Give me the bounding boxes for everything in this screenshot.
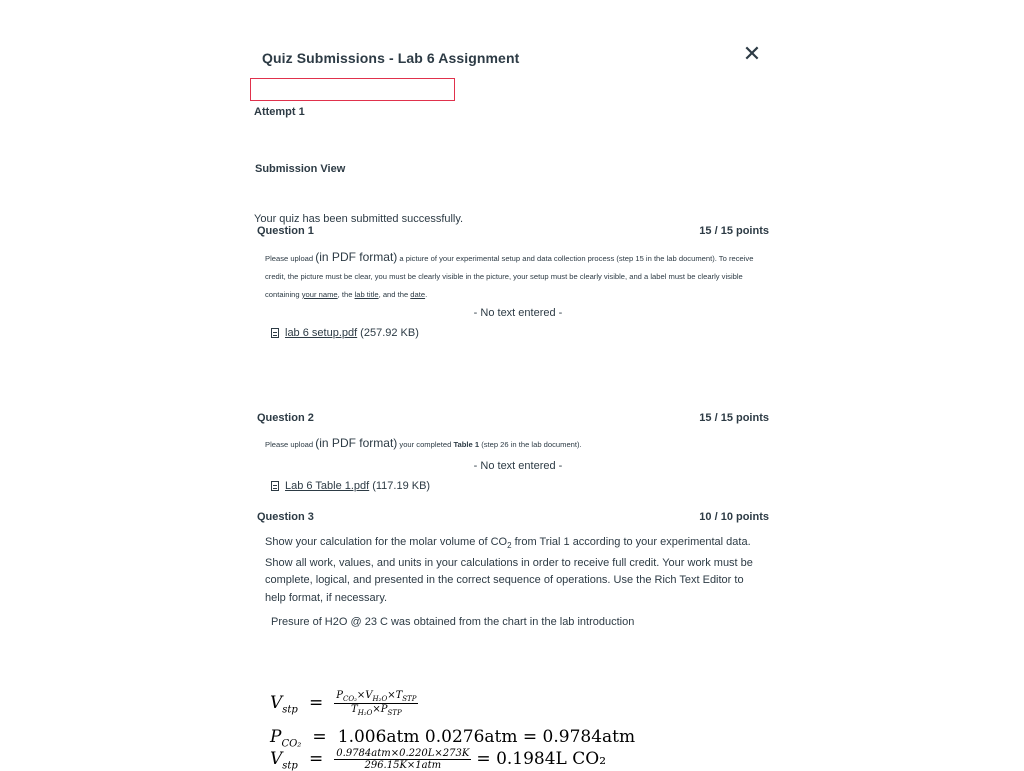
question-1-file-link[interactable]: lab 6 setup.pdf	[285, 327, 358, 339]
question-1-attachment	[271, 327, 419, 339]
question-1-label: Question 1	[257, 225, 314, 237]
question-2-no-text: - No text entered -	[473, 460, 563, 472]
formula-vstp: $V_{stp}$ = $\frac{P_{CO_2}\times V_{H_2O}\times T_{STP}}{T_{H_2O}\times P_{STP}}$	[270, 690, 417, 717]
question-1-points: 15 / 15 points	[699, 225, 769, 237]
question-1-no-text: - No text entered -	[473, 307, 563, 319]
question-2-points: 15 / 15 points	[699, 412, 769, 424]
attempt-focus-box[interactable]	[250, 78, 455, 101]
submission-view-heading: Submission View	[255, 163, 346, 175]
formula-result: $V_{stp}$ = $\frac{\text{0.9784atm×0.220L×273K}}{\text{296.15K×1atm}}$ = 0.1984L CO₂	[270, 748, 607, 771]
question-1-file-size: (257.92 KB)	[360, 327, 419, 339]
question-3-label: Question 3	[257, 511, 314, 523]
question-3-text: Show your calculation for the molar volume of $CO_2$ from Trial 1 according to your experimental data. Show all work, values, and units in your calculations in order to receive full credit. Your work must be complete, logical, and presented in the correct sequence of operations. Use the Rich Text Editor to help format, if necessary.	[265, 536, 753, 604]
document-icon	[271, 328, 279, 338]
close-icon[interactable]: ✕	[742, 41, 762, 66]
question-2-file-link[interactable]: Lab 6 Table 1.pdf	[285, 480, 370, 492]
question-1-header	[257, 225, 769, 237]
formula-pco2: $P_{CO_2} = 1.006atm$ 0.0276atm = 0.9784atm	[270, 727, 636, 750]
question-2-label: Question 2	[257, 412, 314, 424]
question-3-points: 10 / 10 points	[699, 511, 769, 523]
success-message: Your quiz has been submitted successfully.	[254, 213, 464, 225]
question-2-attachment	[271, 480, 430, 492]
question-1-text: Please upload (in PDF format) a picture of your experimental setup and data collection process (step 15 in the lab document). To receive credit, the picture must be clear, you must be clearly visible in the picture, your setup must be clearly visible, and a label must be clearly visible containing your name, the lab title, and the date.	[265, 250, 754, 299]
question-3-answer-text: Presure of H2O @ 23 C was obtained from the chart in the lab introduction	[271, 616, 635, 628]
question-2-header	[257, 412, 769, 424]
question-3-header	[257, 511, 769, 523]
attempt-label: Attempt 1	[254, 106, 305, 118]
modal-title: Quiz Submissions - Lab 6 Assignment	[262, 50, 520, 66]
question-2-text: Please upload (in PDF format) your completed Table 1 (step 26 in the lab document).	[265, 436, 582, 450]
document-icon	[271, 481, 279, 491]
question-2-file-size: (117.19 KB)	[372, 480, 431, 492]
